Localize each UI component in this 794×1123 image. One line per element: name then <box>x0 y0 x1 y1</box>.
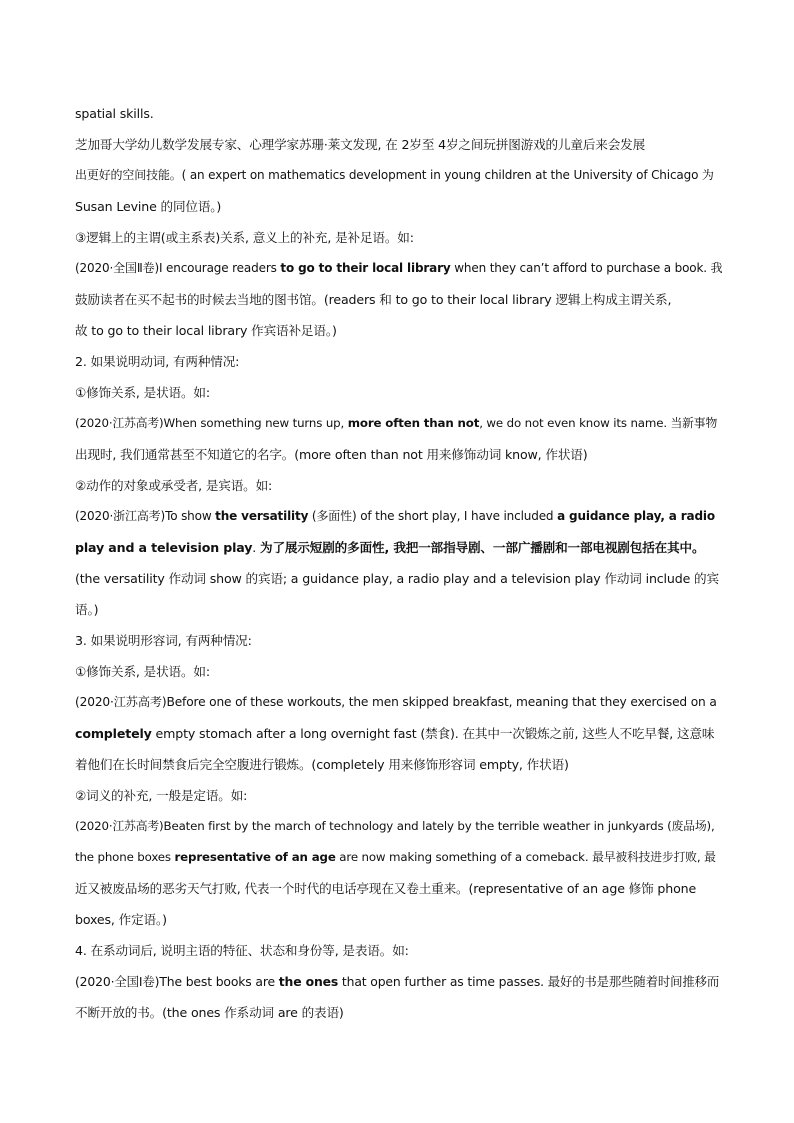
text-line <box>75 594 722 625</box>
text-line <box>75 98 722 129</box>
bold-text: the versatility <box>215 509 309 523</box>
text-span: (the versatility 作动词 show 的宾语; a guidance play, a radio play and a television play 作动词 include 的宾 <box>75 571 719 586</box>
text-line <box>75 284 722 315</box>
text-line <box>75 160 722 191</box>
text-line <box>75 346 722 377</box>
text-span: that open further as time passes. 最好的书是那些随着时间推移而 <box>338 974 720 989</box>
text-span: (2020·全国Ⅰ卷)The best books are <box>75 974 279 989</box>
bold-text: a guidance play, a radio <box>557 509 715 523</box>
text-line <box>75 191 722 222</box>
text-line <box>75 470 722 501</box>
text-span: 3. 如果说明形容词, 有两种情况: <box>75 633 252 648</box>
text-span: (2020·江苏高考)Before one of these workouts, the men skipped breakfast, meaning that they exercised on a <box>75 695 717 709</box>
text-span: 鼓励读者在买不起书的时候去当地的图书馆。(readers 和 to go to their local library 逻辑上构成主谓关系, <box>75 292 672 307</box>
text-span: (2020·江苏高考)Beaten first by the march of technology and lately by the terrible weather in junkyards (废品场), <box>75 819 715 833</box>
text-span: are now making something of a comeback. 最早被科技进步打败, 最 <box>335 850 716 864</box>
text-line <box>75 780 722 811</box>
bold-text: 为了展示短剧的多面性, 我把一部指导剧、一部广播剧和一部电视剧包括在其中。 <box>260 540 705 555</box>
text-span: 不断开放的书。(the ones 作系动词 are 的表语) <box>75 1005 344 1020</box>
text-span: 出现时, 我们通常甚至不知道它的名字。(more often than not 用来修饰动词 know, 作状语) <box>75 447 588 462</box>
text-line <box>75 997 722 1028</box>
bold-text: representative of an age <box>174 850 336 864</box>
text-line <box>75 656 722 687</box>
text-span: 近又被废品场的恶劣天气打败, 代表一个时代的电话亭现在又卷土重来。(representative of an age 修饰 phone <box>75 881 697 896</box>
text-span: (2020·江苏高考)When something new turns up, <box>75 416 348 430</box>
text-line <box>75 842 722 873</box>
text-span: (2020·浙江高考)To show <box>75 509 216 523</box>
text-line <box>75 749 722 780</box>
text-span: empty stomach after a long overnight fast (禁食). 在其中一次锻炼之前, 这些人不吃早餐, 这意味 <box>151 726 715 741</box>
text-span: (多面性) of the short play, I have included <box>308 509 558 523</box>
text-span: 芝加哥大学幼儿数学发展专家、心理学家苏珊·莱文发现, 在 2岁至 4岁之间玩拼图游戏的儿童后来会发展 <box>75 137 646 152</box>
text-line <box>75 222 722 253</box>
bold-text: more often than not <box>347 416 480 430</box>
bold-text: completely <box>75 726 152 741</box>
text-span: 出更好的空间技能。( an expert on mathematics development in young children at the University of Chicago 为 <box>75 168 714 182</box>
text-line <box>75 439 722 470</box>
text-span: spatial skills. <box>75 106 154 121</box>
text-span: , we do not even know its name. 当新事物 <box>479 416 718 430</box>
text-line <box>75 811 722 842</box>
text-span: when they can’t afford to purchase a book. 我 <box>450 261 722 275</box>
text-line <box>75 966 722 997</box>
text-span: boxes, 作定语。) <box>75 912 167 927</box>
text-line <box>75 687 722 718</box>
text-line <box>75 253 722 284</box>
text-line <box>75 718 722 749</box>
bold-text: the ones <box>278 974 339 989</box>
text-span: 故 to go to their local library 作宾语补足语。) <box>75 323 337 338</box>
text-line <box>75 873 722 904</box>
text-span: . <box>252 540 261 555</box>
text-span: Susan Levine 的同位语。) <box>75 199 222 214</box>
text-line <box>75 501 722 532</box>
document-body <box>75 98 722 1028</box>
text-line <box>75 377 722 408</box>
bold-text: play and a television play <box>75 540 253 555</box>
text-span: 着他们在长时间禁食后完全空腹进行锻炼。(completely 用来修饰形容词 empty, 作状语) <box>75 757 569 772</box>
bold-text: to go to their local library <box>280 261 451 275</box>
text-line <box>75 904 722 935</box>
text-line <box>75 315 722 346</box>
text-span: ③逻辑上的主谓(或主系表)关系, 意义上的补充, 是补足语。如: <box>75 230 414 245</box>
text-line <box>75 563 722 594</box>
text-span: (2020·全国Ⅱ卷)I encourage readers <box>75 261 281 275</box>
text-span: ②动作的对象或承受者, 是宾语。如: <box>75 478 273 493</box>
text-span: 2. 如果说明动词, 有两种情况: <box>75 354 240 369</box>
text-span: ①修饰关系, 是状语。如: <box>75 385 210 400</box>
text-line <box>75 408 722 439</box>
text-span: 语。) <box>75 602 99 617</box>
text-span: 4. 在系动词后, 说明主语的特征、状态和身份等, 是表语。如: <box>75 943 409 958</box>
text-line <box>75 625 722 656</box>
text-line <box>75 532 722 563</box>
text-span: the phone boxes <box>75 850 175 864</box>
text-span: ②词义的补充, 一般是定语。如: <box>75 788 248 803</box>
text-line <box>75 129 722 160</box>
text-span: ①修饰关系, 是状语。如: <box>75 664 210 679</box>
text-line <box>75 935 722 966</box>
